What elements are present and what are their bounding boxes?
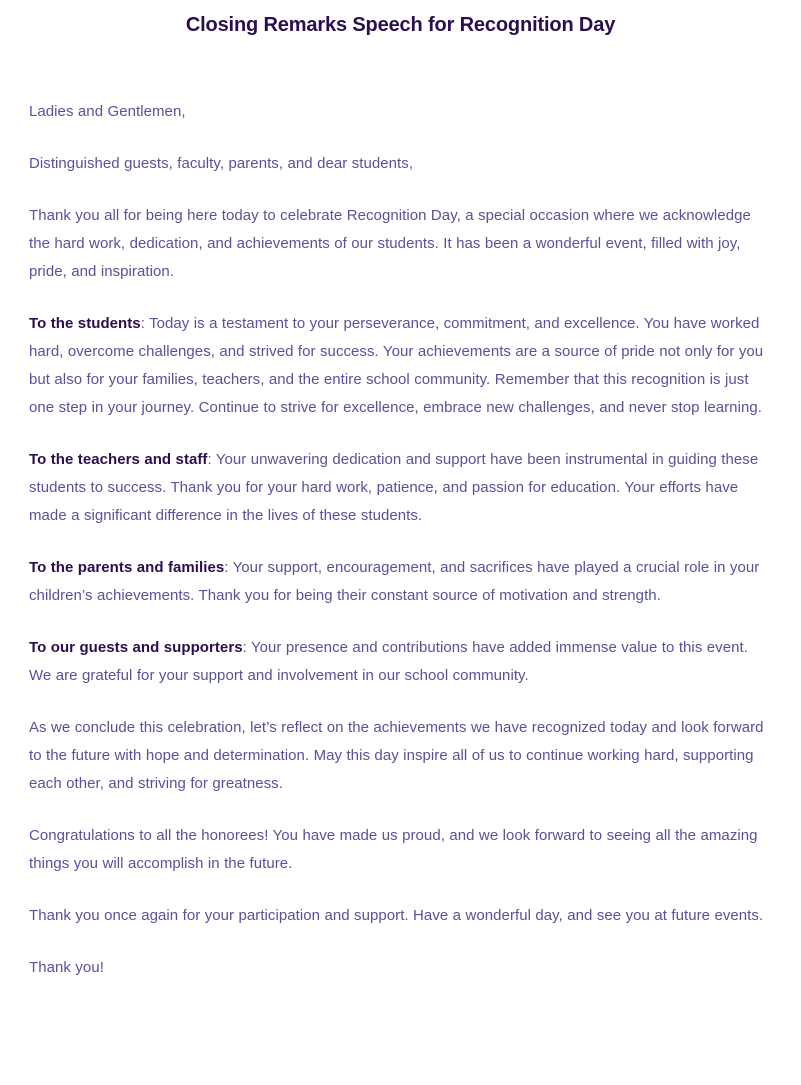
paragraph-intro	[29, 202, 765, 286]
paragraph-to-the-teachers-and-staff	[29, 446, 765, 530]
paragraph-congratulations	[29, 822, 765, 878]
paragraph-text: : Your support, encouragement, and sacrifices have played a crucial role in your children’s achievements. Thank you for being their constant source of motivation and strength.	[29, 559, 760, 604]
paragraph-closing-thanks	[29, 902, 765, 930]
paragraph-text: Congratulations to all the honorees! You have made us proud, and we look forward to seeing all the amazing things you will accomplish in the future.	[29, 827, 758, 872]
paragraph-to-the-students	[29, 310, 765, 422]
paragraph-text: Ladies and Gentlemen,	[29, 103, 186, 120]
paragraph-conclusion	[29, 714, 765, 798]
speech-body	[0, 38, 801, 1006]
paragraph-text: : Your unwavering dedication and support have been instrumental in guiding these students to success. Thank you for your hard work, patience, and passion for education. Your efforts have made a significant difference in the lives of these students.	[29, 451, 759, 524]
paragraph-text: Thank you once again for your participation and support. Have a wonderful day, and see you at future events.	[29, 907, 764, 924]
paragraph-to-the-parents-and-families	[29, 554, 765, 610]
paragraph-text: : Today is a testament to your perseverance, commitment, and excellence. You have worked hard, overcome challenges, and strived for success. Your achievements are a source of pride not only for you but also for your families, teachers, and the entire school community. Remember that this recognition is just one step in your journey. Continue to strive for excellence, embrace new challenges, and never stop learning.	[29, 315, 764, 416]
paragraph-text: Thank you!	[29, 959, 104, 976]
paragraph-text: Thank you all for being here today to celebrate Recognition Day, a special occasion where we acknowledge the hard work, dedication, and achievements of our students. It has been a wonderful event, filled with joy, pride, and inspiration.	[29, 207, 751, 280]
page-title: Closing Remarks Speech for Recognition Day	[185, 14, 616, 36]
paragraph-text: : Your presence and contributions have added immense value to this event. We are grateful for your support and involvement in our school community.	[29, 639, 748, 684]
paragraph-to-our-guests-and-supporters	[29, 634, 765, 690]
paragraph-lead: To our guests and supporters	[29, 639, 243, 656]
paragraph-lead: To the students	[29, 315, 141, 332]
paragraph-lead: To the teachers and staff	[29, 451, 208, 468]
paragraph-salutation-2	[29, 150, 765, 178]
paragraph-lead: To the parents and families	[29, 559, 225, 576]
paragraph-salutation-1	[29, 98, 765, 126]
paragraph-text: Distinguished guests, faculty, parents, and dear students,	[29, 155, 414, 172]
paragraph-final-thanks	[29, 954, 765, 982]
paragraph-text: As we conclude this celebration, let’s reflect on the achievements we have recognized today and look forward to the future with hope and determination. May this day inspire all of us to continue working hard, supporting each other, and striving for greatness.	[29, 719, 764, 792]
